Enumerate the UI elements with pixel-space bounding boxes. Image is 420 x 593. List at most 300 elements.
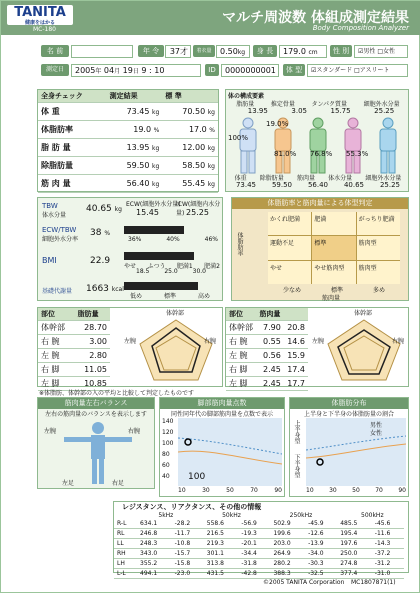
fat-distribution-panel [289, 397, 409, 497]
table-row [226, 335, 308, 349]
row-std-unit: kg [207, 181, 215, 188]
summary-panel [37, 89, 219, 192]
score-value: 100 [188, 472, 206, 482]
scale-1: 36% [128, 236, 142, 243]
imp-cell: -31.8 [238, 559, 270, 569]
matrix-cell: 筋肉型 [357, 236, 400, 259]
clothes-field[interactable] [216, 45, 250, 58]
table-row [226, 377, 308, 391]
tbw-label: 体水分量 [328, 175, 353, 182]
bmi-lbl: やせ [124, 263, 137, 270]
age-field[interactable] [165, 45, 191, 58]
page-title: マルチ周波数 体組成測定結果 [222, 10, 409, 26]
matrix-cell: かくれ肥満 [268, 212, 311, 235]
imp-cell: -42.8 [238, 569, 270, 579]
clothes-value: 0.50 [220, 47, 238, 56]
bmr-lbl: 低め [130, 293, 143, 300]
summary-header-result: 測定結果 [107, 90, 163, 103]
imp-cell: -11.7 [172, 529, 204, 539]
sex-field[interactable]: ☑男性 □女性 [354, 45, 408, 58]
row-unit: kg [152, 109, 160, 116]
y-tick: 120 [162, 429, 174, 436]
clothes-unit: kg [237, 49, 246, 56]
day-unit: 日 [132, 68, 139, 75]
seg-h2: 筋肉量 [256, 308, 283, 321]
body-title: 体の構成要素 [228, 93, 265, 100]
seg-label: 左 脚 [38, 377, 75, 391]
logo-sub: 健康をはかる [24, 20, 55, 26]
imp-cell: R-L [114, 519, 137, 529]
x-tick: 50 [226, 487, 234, 494]
age-unit: 才 [180, 47, 188, 56]
copyright: ©2005 TANITA Corporation [263, 579, 345, 586]
footnote: ※体脂肪、体幹部の入の平均と比較して判定したものです [39, 390, 195, 397]
dist-down: 下半身型 [293, 454, 300, 478]
row-value: 13.95 [126, 143, 150, 152]
bmr-unit: kcal [111, 286, 124, 293]
body-top-values [236, 107, 406, 115]
table-row [38, 335, 110, 349]
score-x-ticks [178, 487, 282, 494]
x-tick: 10 [306, 487, 314, 494]
dist-sub: 上半身と下半身の体脂肪量の割合 [303, 411, 394, 418]
page-subtitle: Body Composition Analyzer [312, 24, 409, 32]
row-label: 体 重 [38, 103, 107, 121]
sex-female[interactable]: 女性 [382, 48, 395, 55]
x-tick: 50 [352, 487, 360, 494]
muscle-radar-chart [322, 314, 406, 384]
bmi-tick: 18.5 [136, 268, 150, 275]
leg-score-panel [159, 397, 285, 497]
imp-cell: RH [114, 549, 137, 559]
type-label: 体 型 [283, 64, 305, 76]
imp-cell: -28.2 [172, 519, 204, 529]
matrix-x-label: 筋肉量 [322, 295, 341, 302]
seg-h1: 部位 [38, 308, 75, 321]
ecw-value: 15.45 [136, 208, 159, 217]
table-row [114, 559, 404, 569]
ratio-sub: 細胞外水分率 [42, 236, 79, 243]
x-tick: 90 [398, 487, 406, 494]
imp-cell: -31.0 [372, 569, 404, 579]
imp-cell: -45.6 [372, 519, 404, 529]
seg-value: 2.45 [256, 377, 283, 391]
freq: 500kHz [361, 512, 384, 519]
muscle-label: 筋肉量 [296, 175, 315, 182]
imp-cell: L-L [114, 569, 137, 579]
seg-value: 28.70 [75, 321, 110, 335]
bmi-value: 22.9 [90, 256, 111, 266]
x-tick: 30 [202, 487, 210, 494]
tbw-unit: kg [114, 206, 122, 213]
name-field[interactable] [71, 45, 133, 58]
row-label: 体脂肪率 [38, 121, 107, 139]
summary-table [38, 90, 218, 193]
month: 04 [103, 66, 115, 75]
x-tick: 10 [178, 487, 186, 494]
body-bottom-values [228, 181, 408, 189]
bal-left-arm: 左腕 [44, 428, 57, 435]
bmi-lbl: 肥満2 [204, 263, 220, 270]
imp-cell: 343.0 [137, 549, 172, 559]
row-std: 55.45 [182, 179, 206, 188]
bmi-bar [124, 252, 194, 260]
pct-100: 100% [228, 134, 249, 142]
matrix-cell: 標準 [312, 236, 355, 259]
table-row [226, 321, 308, 335]
imp-cell: 313.8 [204, 559, 239, 569]
imp-cell: RL [114, 529, 137, 539]
imp-cell: 274.8 [337, 559, 372, 569]
row-unit: kg [152, 181, 160, 188]
ecw2-label: 細胞外水分量 [365, 175, 402, 182]
balance-title: 筋肉量左右バランス [38, 398, 154, 409]
imp-cell: -20.1 [238, 539, 270, 549]
table-row [38, 349, 110, 363]
imp-cell: -12.6 [305, 529, 337, 539]
row-value: 73.45 [126, 107, 150, 116]
imp-cell: -56.9 [238, 519, 270, 529]
table-row [38, 103, 218, 121]
imp-cell: 203.0 [270, 539, 305, 549]
imp-cell: 197.6 [337, 539, 372, 549]
id-field[interactable]: 0000000001 [221, 64, 279, 77]
row-value: 19.0 [133, 125, 152, 134]
segment-fat-panel [37, 307, 223, 387]
bmr-bar [124, 282, 198, 290]
freq: 50kHz [222, 512, 241, 519]
clothes-label: 着衣量 [193, 45, 215, 57]
seg-label: 左 腕 [38, 349, 75, 363]
figure-head [243, 118, 253, 128]
ratio-value: 38 [90, 228, 102, 238]
dist-title: 体脂肪分布 [290, 398, 408, 409]
tbw-value [86, 204, 122, 214]
table-row [114, 529, 404, 539]
weight-value: 73.45 [235, 181, 257, 189]
sex-label: 性 別 [330, 45, 352, 57]
ratio-bar [124, 226, 184, 234]
imp-cell: -13.9 [305, 539, 337, 549]
x-tick: 70 [375, 487, 383, 494]
y-tick: 60 [162, 462, 170, 469]
muscle-radar-right: 右腕 [392, 338, 405, 345]
table-row [114, 519, 404, 529]
seg-value: 3.00 [75, 335, 110, 349]
bmi-lbl: 肥満1 [176, 263, 193, 270]
imp-cell: 246.8 [137, 529, 172, 539]
time: 9 : 10 [141, 66, 165, 75]
y-tick: 80 [162, 451, 170, 458]
bmi-tick: 30.0 [192, 268, 206, 275]
type-field[interactable]: ☑スタンダード □アスリート [307, 64, 408, 77]
row-std: 58.50 [182, 161, 206, 170]
imp-cell: 431.5 [204, 569, 239, 579]
dist-up: 上半身型 [293, 420, 300, 444]
table-row [38, 121, 218, 139]
fat-label: 脂肪量 [236, 101, 255, 108]
imp-cell: -37.2 [372, 549, 404, 559]
seg-value: 0.55 [256, 335, 283, 349]
tbw-value: 40.65 [343, 181, 365, 189]
tbw-label: TBW [42, 202, 58, 210]
row-std-unit: % [209, 127, 215, 134]
summary-header-item: 全身チェック [38, 90, 107, 103]
seg-label: 左 脚 [226, 377, 256, 391]
muscle-value: 56.40 [307, 181, 329, 189]
imp-cell: -30.3 [305, 559, 337, 569]
header-bar [1, 1, 420, 35]
imp-cell: 377.4 [337, 569, 372, 579]
year-unit: 年 [95, 68, 102, 75]
tanita-logo [7, 5, 73, 25]
row-value: 56.40 [126, 179, 150, 188]
seg-value: 11.05 [75, 363, 110, 377]
freq: 5kHz [158, 512, 174, 519]
imp-cell: 216.5 [204, 529, 239, 539]
seg-h2: 脂肪量 [75, 308, 110, 321]
matrix-x-tick: 少なめ [282, 287, 301, 294]
matrix-grid [268, 212, 400, 284]
bone-value: 3.05 [291, 107, 307, 115]
body-figures [228, 117, 408, 175]
matrix-x-tick: 標準 [330, 287, 343, 294]
id-label: ID [205, 64, 219, 76]
ratio-label: ECW/TBW [42, 226, 77, 234]
protein-label: タンパク質量 [311, 101, 348, 108]
type-athlete[interactable]: アスリート [359, 67, 390, 74]
y-tick: 140 [162, 418, 174, 425]
seg-fat-table [38, 308, 110, 391]
type-matrix-panel [231, 197, 409, 301]
row-std: 12.00 [182, 143, 206, 152]
table-row [114, 539, 404, 549]
table-row [38, 157, 218, 175]
table-row [114, 549, 404, 559]
imp-cell: 355.2 [137, 559, 172, 569]
bmr-value: 1663 [86, 284, 109, 294]
bmr-lbl: 標準 [163, 293, 176, 300]
name-label: 名 前 [41, 45, 69, 57]
seg-h1: 部位 [226, 308, 256, 321]
bmi-label: BMI [42, 256, 57, 265]
bmi-lbl: ふつう [147, 263, 166, 270]
imp-cell: -11.6 [372, 529, 404, 539]
muscle-radar-top: 体幹部 [354, 310, 373, 317]
imp-table [114, 519, 404, 579]
pct-fat: 19.0% [266, 120, 289, 128]
seg-value: 0.56 [256, 349, 283, 363]
bal-right-arm: 右腕 [128, 428, 141, 435]
x-tick: 90 [274, 487, 282, 494]
protein-value: 15.75 [330, 107, 351, 115]
row-label: 除脂肪量 [38, 157, 107, 175]
x-tick: 30 [329, 487, 337, 494]
dist-chart [306, 418, 406, 486]
seg-value: 7.90 [256, 321, 283, 335]
imp-cell: -23.0 [172, 569, 204, 579]
table-row [38, 321, 110, 335]
imp-cell: -34.4 [238, 549, 270, 559]
fat-radar-top: 体幹部 [166, 310, 185, 317]
imp-freqs [114, 512, 408, 519]
imp-cell: 634.1 [137, 519, 172, 529]
bal-right-leg: 右足 [112, 480, 125, 487]
imp-cell: 280.2 [270, 559, 305, 569]
bone-label: 推定骨量 [270, 101, 295, 108]
score-sub: 同性同年代の脚部筋肉量を点数で表示 [170, 411, 273, 418]
ecw-label: 細胞外水分量 [363, 101, 400, 108]
imp-cell: 195.4 [337, 529, 372, 539]
imp-cell: 199.6 [270, 529, 305, 539]
balance-sub: 左右の筋肉量のバランスを表示します [45, 411, 147, 418]
fat-radar-right: 右腕 [204, 338, 217, 345]
fat-radar-chart [134, 314, 218, 384]
imp-cell: 250.0 [337, 549, 372, 559]
imp-cell: 485.5 [337, 519, 372, 529]
seg-label: 体幹部 [226, 321, 256, 335]
pct-ffm: 81.0% [274, 150, 297, 158]
imp-cell: -45.9 [305, 519, 337, 529]
imp-cell: 264.9 [270, 549, 305, 559]
seg-label: 右 腕 [38, 335, 75, 349]
row-unit: kg [152, 163, 160, 170]
seg-pct: 17.7 [284, 377, 308, 391]
segment-muscle-panel [225, 307, 409, 387]
imp-title: レジスタンス、リアクタンス、その他の情報 [122, 503, 262, 511]
seg-pct: 20.8 [284, 321, 308, 335]
balance-figure [58, 420, 141, 486]
row-value: 59.50 [126, 161, 150, 170]
seg-value: 10.85 [75, 377, 110, 391]
imp-cell: -32.5 [305, 569, 337, 579]
bal-left-leg: 左足 [62, 480, 75, 487]
muscle-radar-left: 左腕 [312, 338, 325, 345]
water-panel [37, 197, 223, 301]
bmr-label: 基礎代謝量 [42, 288, 73, 295]
seg-value: 2.80 [75, 349, 110, 363]
row-label: 脂 肪 量 [38, 139, 107, 157]
tbw-num: 40.65 [86, 204, 112, 214]
ffm-label: 除脂肪量 [259, 175, 284, 182]
imp-cell: -34.0 [305, 549, 337, 559]
date-label: 測定日 [41, 64, 69, 76]
matrix-cell: やせ [268, 261, 311, 284]
impedance-panel [113, 501, 409, 577]
icw-header: ICW(細胞内水分量) [176, 201, 221, 217]
imp-cell: -15.8 [172, 559, 204, 569]
seg-pct: 14.6 [284, 335, 308, 349]
score-y-ticks [162, 416, 173, 482]
table-row [38, 175, 218, 193]
dist-female: 女性 [370, 430, 383, 437]
seg-label: 右 脚 [226, 363, 256, 377]
ecw-header: ECW(細胞外水分量) [126, 201, 181, 208]
fat-value: 13.95 [247, 107, 268, 115]
matrix-cell: やせ筋肉型 [312, 261, 355, 284]
row-unit: % [153, 127, 160, 134]
row-label: 筋 肉 量 [38, 175, 107, 193]
height-value: 179.0 [283, 47, 306, 56]
row-unit: kg [152, 145, 160, 152]
model-number: MC-180 [33, 26, 56, 33]
bmr-lbl: 高め [197, 293, 210, 300]
sex-male[interactable]: 男性 [363, 48, 376, 55]
imp-cell: 219.3 [204, 539, 239, 549]
imp-cell: LH [114, 559, 137, 569]
logo-text: TANITA [14, 5, 66, 20]
freq: 250kHz [289, 512, 313, 519]
seg-pct: 15.9 [284, 349, 308, 363]
row-std-unit: kg [207, 145, 215, 152]
matrix-title: 体脂肪率と筋肉量による体型判定 [232, 198, 408, 209]
tbw-sub: 体水分量 [42, 212, 67, 219]
pct-water: 55.3% [346, 150, 369, 158]
imp-cell: -15.7 [172, 549, 204, 559]
icw-value: 25.25 [186, 208, 209, 217]
summary-header-std: 標 準 [162, 90, 218, 103]
seg-pct: 17.4 [284, 363, 308, 377]
pct-muscle: 76.8% [310, 150, 333, 158]
scale-3: 46% [204, 236, 218, 243]
seg-muscle-table [226, 308, 308, 391]
ecw-value: 25.25 [374, 107, 395, 115]
bmi-tick: 25.0 [164, 268, 178, 275]
table-row [38, 363, 110, 377]
matrix-cell: がっちり肥満 [357, 212, 400, 235]
matrix-cell: 筋肉型 [357, 261, 400, 284]
row-std: 17.0 [188, 125, 207, 134]
matrix-y-label: 体脂肪率 [236, 232, 243, 256]
imp-cell: 494.1 [137, 569, 172, 579]
imp-cell: 301.1 [204, 549, 239, 559]
ecw2-value: 25.25 [379, 181, 401, 189]
row-std-unit: kg [207, 109, 215, 116]
imp-cell: 248.3 [137, 539, 172, 549]
imp-cell: 388.3 [270, 569, 305, 579]
row-std-unit: kg [207, 163, 215, 170]
height-label: 身 長 [253, 45, 277, 57]
seg-label: 体幹部 [38, 321, 75, 335]
type-standard[interactable]: スタンダード [316, 67, 353, 74]
imp-cell: 558.6 [204, 519, 239, 529]
seg-value: 2.45 [256, 363, 283, 377]
table-row [114, 569, 404, 579]
x-tick: 70 [250, 487, 258, 494]
ratio-unit: % [104, 230, 111, 237]
imp-cell: -10.8 [172, 539, 204, 549]
balance-panel [37, 397, 155, 489]
height-field[interactable] [279, 45, 327, 58]
seg-label: 左 腕 [226, 349, 256, 363]
score-title: 脚部筋肉量点数 [160, 398, 284, 409]
form-code: MC1807871(1) [351, 579, 396, 586]
date-field[interactable] [71, 64, 201, 77]
month-unit: 月 [114, 68, 121, 75]
imp-cell: -14.3 [372, 539, 404, 549]
matrix-x-tick: 多め [372, 287, 385, 294]
imp-cell: -31.2 [372, 559, 404, 569]
dist-x-ticks [306, 487, 406, 494]
seg-label: 右 脚 [38, 363, 75, 377]
y-tick: 40 [162, 473, 170, 480]
ratio-scale [128, 236, 218, 243]
imp-cell: 502.9 [270, 519, 305, 529]
fat-radar-left: 左腕 [124, 338, 137, 345]
day: 19 [122, 66, 133, 75]
body-composition-panel [225, 89, 409, 192]
imp-cell: LL [114, 539, 137, 549]
